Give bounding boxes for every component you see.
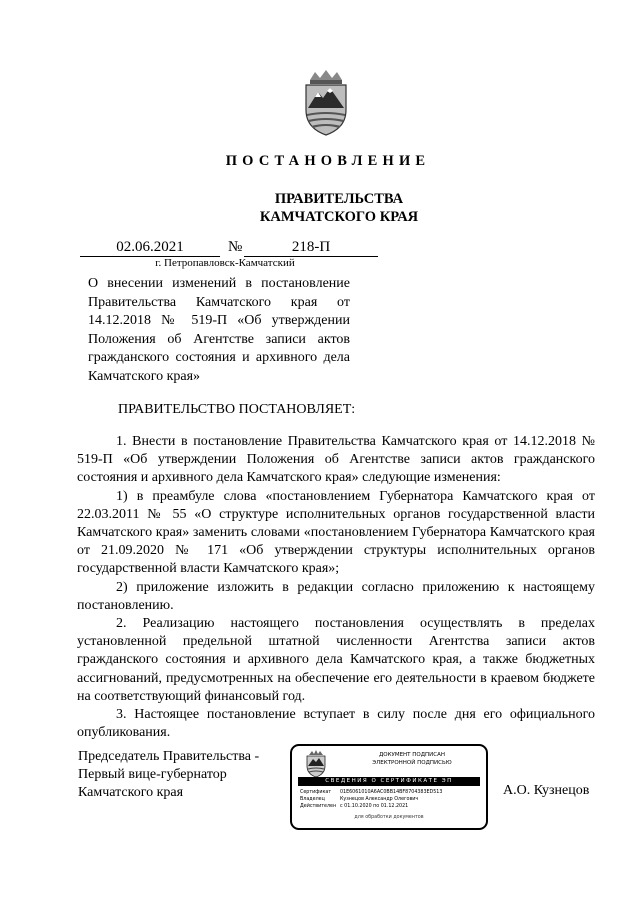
paragraph-1-2: 2) приложение изложить в редакции согласно приложению к настоящему постановлению. [77,579,595,613]
position-line-3: Камчатского края [78,785,184,800]
document-date: 02.06.2021 [116,239,184,255]
signatory-position [78,748,259,802]
signatory-name: А.О. Кузнецов [503,783,590,798]
owner-label: Владелец [300,797,325,802]
document-type-title: ПОСТАНОВЛЕНИЕ [225,153,431,169]
validity-label: Действителен [300,804,337,809]
decree-phrase: ПРАВИТЕЛЬСТВО ПОСТАНОВЛЯЕТ: [118,402,356,417]
kamchatka-emblem-icon [305,750,327,778]
position-line-2: Первый вице-губернатор [78,767,227,782]
stamp-header-line-1: ДОКУМЕНТ ПОДПИСАН [378,752,446,758]
paragraph-1-1: 1) в преамбуле слова «постановлением Губернатора Камчатского края от 22.03.2011 № 55 «О структуре исполнительных органов государственной власти Камчатского края» заменить словами «постановлением Губернатора Камчатского края от 21.09.2020 № 171 «Об утверждении структуры исполнительных органов государственной власти Камчатского края»; [77,488,595,577]
position-line-1: Председатель Правительства - [78,749,260,764]
stamp-header [342,752,482,767]
issuer-heading [0,190,640,226]
stamp-header-line-2: ЭЛЕКТРОННОЙ ПОДПИСЬЮ [372,759,452,766]
issuer-line-2: КАМЧАТСКОГО КРАЯ [259,209,419,225]
owner-value: Кузнецов Александр Олегович [340,797,419,802]
certificate-value: 01E6061010A6AC0BB14BF8704383ED513 [340,790,443,795]
electronic-signature-stamp [290,744,488,830]
validity-row [300,804,408,810]
document-number: 218-П [291,239,331,255]
document-body [77,433,595,742]
certificate-label: Сертификат [300,790,332,795]
certificate-banner: СВЕДЕНИЯ О СЕРТИФИКАТЕ ЭП [298,777,480,786]
certificate-row [300,790,442,796]
stamp-footer: для обработки документов [354,815,424,820]
paragraph-3: 3. Настоящее постановление вступает в силу после дня его официального опубликования. [77,707,595,741]
validity-value: с 01.10.2020 по 01.12.2021 [340,804,409,809]
paragraph-1: 1. Внести в постановление Правительства Камчатского края от 14.12.2018 № 519-П «Об утверждении Положения об Агентстве записи актов гражданского состояния и архивного дела Камчатского края» следующие изменения: [77,434,595,486]
document-subject: О внесении изменений в постановление Правительства Камчатского края от 14.12.2018 № 519-П «Об утверждении Положения об Агентстве записи актов гражданского состояния и архивного дела Камчатского края» [88,276,350,384]
owner-row [300,797,418,803]
place-of-issue: г. Петропавловск-Камчатский [155,257,295,269]
kamchatka-coat-of-arms-icon [301,70,351,136]
issuer-line-1: ПРАВИТЕЛЬСТВА [274,191,404,207]
number-sign: № [228,239,243,255]
paragraph-2: 2. Реализацию настоящего постановления осуществлять в пределах установленной предельной штатной численности Агентства записи актов гражданского состояния и архивного дела Камчатского края, а также бюджетных ассигнований, предусмотренных на обеспечение его деятельности в краевом бюджете на соответствующий финансовый год. [77,616,595,704]
